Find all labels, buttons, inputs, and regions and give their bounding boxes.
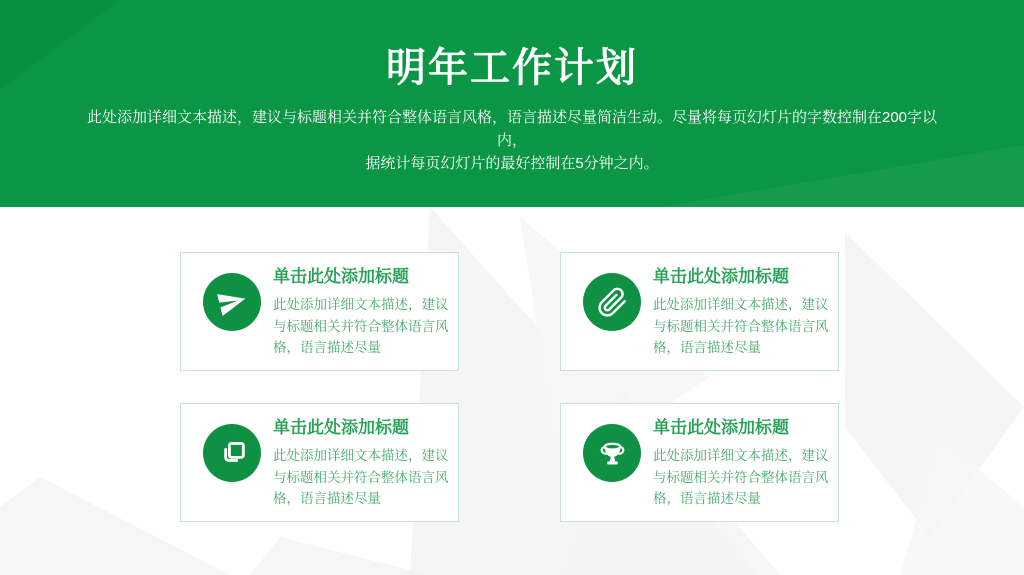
trophy-icon — [596, 437, 629, 470]
copy-icon — [217, 438, 248, 469]
paperclip-icon — [597, 287, 628, 318]
paper-plane-icon — [217, 287, 247, 317]
card-title: 单击此处添加标题 — [653, 267, 789, 286]
card-body: 此处添加详细文本描述，建议与标题相关并符合整体语言风格，语言描述尽量 — [273, 297, 449, 355]
slide-title: 明年工作计划 — [386, 46, 638, 90]
card-body: 此处添加详细文本描述，建议与标题相关并符合整体语言风格，语言描述尽量 — [653, 448, 829, 506]
card-plan-4 — [560, 403, 839, 522]
card-title: 单击此处添加标题 — [273, 267, 409, 286]
slide-header — [0, 0, 1024, 207]
card-plan-3 — [180, 403, 459, 522]
background-watermark — [0, 207, 1024, 575]
slide-subtitle — [82, 106, 942, 175]
subtitle-line: 据统计每页幻灯片的最好控制在5分钟之内。 — [365, 155, 659, 172]
icon-circle — [203, 273, 261, 331]
icon-circle — [583, 273, 641, 331]
card-plan-1 — [180, 252, 459, 371]
card-body: 此处添加详细文本描述，建议与标题相关并符合整体语言风格，语言描述尽量 — [653, 297, 829, 355]
subtitle-line: 此处添加详细文本描述，建议与标题相关并符合整体语言风格，语言描述尽量简洁生动。尽量将每页幻灯片的字数控制在200字以内， — [86, 109, 938, 149]
icon-circle — [583, 424, 641, 482]
card-title: 单击此处添加标题 — [273, 418, 409, 437]
icon-circle — [203, 424, 261, 482]
card-title: 单击此处添加标题 — [653, 418, 789, 437]
card-body: 此处添加详细文本描述，建议与标题相关并符合整体语言风格，语言描述尽量 — [273, 448, 449, 506]
card-plan-2 — [560, 252, 839, 371]
